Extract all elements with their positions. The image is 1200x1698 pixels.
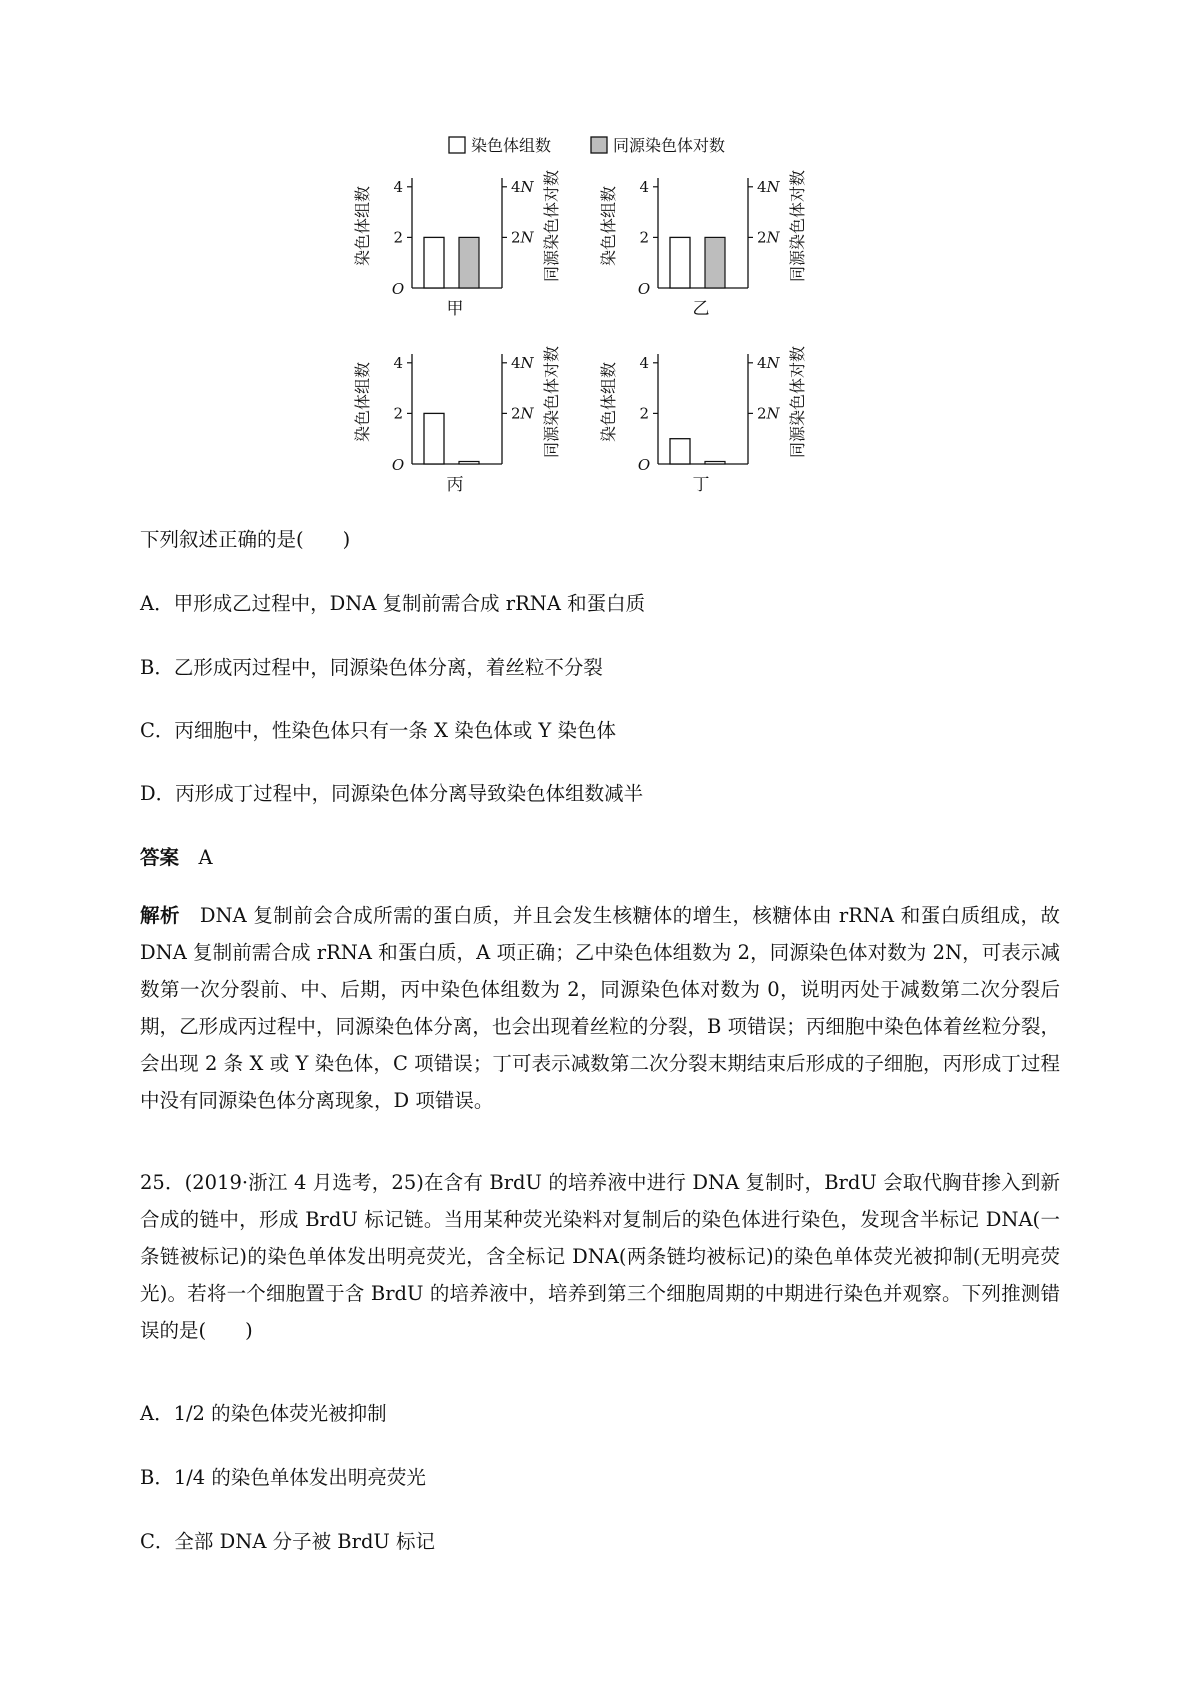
left-tick-label: 2 [393, 404, 403, 423]
left-axis-title: 染色体组数 [353, 361, 372, 443]
left-tick-label: 2 [639, 404, 649, 423]
left-tick-label: 2 [393, 228, 403, 247]
analysis-label: 解析 [140, 904, 180, 927]
option-d: D．丙形成丁过程中，同源染色体分离导致染色体组数减半 [140, 782, 644, 805]
legend-swatch-chromosome-sets [449, 137, 465, 153]
left-tick-label: 4 [393, 177, 403, 196]
q25-option-b: B．1/4 的染色单体发出明亮荧光 [140, 1466, 426, 1489]
legend-label-homologous-pairs: 同源染色体对数 [613, 136, 726, 155]
right-tick-label: 4N [757, 177, 780, 196]
right-axis-title: 同源染色体对数 [542, 169, 561, 283]
origin-label: O [637, 456, 651, 474]
right-axis-title: 同源染色体对数 [542, 345, 561, 459]
bar-chromosome-sets [424, 413, 444, 464]
answer-label: 答案 [140, 846, 180, 869]
right-axis-title: 同源染色体对数 [788, 169, 807, 283]
option-a: A．甲形成乙过程中，DNA 复制前需合成 rRNA 和蛋白质 [140, 592, 646, 615]
right-axis-title: 同源染色体对数 [788, 345, 807, 459]
left-tick-label: 2 [639, 228, 649, 247]
bar-chromosome-sets [670, 439, 690, 464]
q25-option-c: C．全部 DNA 分子被 BrdU 标记 [140, 1530, 436, 1553]
chart-panel-1 [353, 170, 561, 319]
answer-line [140, 842, 213, 870]
panel-title: 丙 [446, 475, 464, 495]
panel-title: 丁 [692, 475, 710, 495]
right-tick-label: 2N [757, 228, 780, 247]
panel-title: 乙 [692, 299, 710, 319]
right-tick-label: 2N [757, 404, 780, 423]
bar-homologous-pairs [705, 462, 725, 465]
left-axis-title: 染色体组数 [599, 185, 618, 267]
origin-label: O [391, 280, 405, 298]
left-tick-label: 4 [639, 177, 649, 196]
left-tick-label: 4 [639, 353, 649, 372]
right-tick-label: 4N [757, 353, 780, 372]
bar-chromosome-sets [670, 237, 690, 288]
origin-label: O [391, 456, 405, 474]
bar-homologous-pairs [459, 237, 479, 288]
option-c: C．丙细胞中，性染色体只有一条 X 染色体或 Y 染色体 [140, 719, 616, 742]
right-tick-label: 2N [511, 228, 534, 247]
right-tick-label: 2N [511, 404, 534, 423]
q25-option-a: A．1/2 的染色体荧光被抑制 [140, 1402, 387, 1425]
right-tick-label: 4N [511, 353, 534, 372]
answer-value: A [198, 846, 213, 869]
left-axis-title: 染色体组数 [599, 361, 618, 443]
origin-label: O [637, 280, 651, 298]
question-25-stem: 25．(2019·浙江 4 月选考，25)在含有 BrdU 的培养液中进行 DNA 复制时，BrdU 会取代胸苷掺入到新合成的链中，形成 BrdU 标记链。当用某种荧光染料对复制后的染色体进行染色，发现含半标记 DNA(一条链被标记)的染色单体发出明亮荧光，含全标记 DNA(两条链均被标记)的染色单体荧光被抑制(无明亮荧光)。若将一个细胞置于含 BrdU 的培养液中，培养到第三个细胞周期的中期进行染色并观察。下列推测错误的是( ) [140, 1171, 1060, 1342]
option-b: B．乙形成丙过程中，同源染色体分离，着丝粒不分裂 [140, 656, 603, 679]
legend-swatch-homologous-pairs [591, 137, 607, 153]
left-axis-title: 染色体组数 [353, 185, 372, 267]
bar-homologous-pairs [705, 237, 725, 288]
question-stem: 下列叙述正确的是( ) [140, 528, 351, 551]
bar-chart-figure [0, 0, 1200, 500]
chart-panel-3 [353, 346, 561, 495]
bar-chromosome-sets [424, 237, 444, 288]
analysis-text: DNA 复制前会合成所需的蛋白质，并且会发生核糖体的增生，核糖体由 rRNA 和蛋白质组成，故 DNA 复制前需合成 rRNA 和蛋白质，A 项正确；乙中染色体组数为 2，同源染色体对数为 2N，可表示减数第一次分裂前、中、后期，丙中染色体组数为 2，同源染色体对数为 0，说明丙处于减数第二次分裂后期，乙形成丙过程中，同源染色体分离，也会出现着丝粒的分裂，B 项错误；丙细胞中染色体着丝粒分裂，会出现 2 条 X 或 Y 染色体，C 项错误；丁可表示减数第二次分裂末期结束后形成的子细胞，丙形成丁过程中没有同源染色体分离现象，D 项错误。 [140, 904, 1060, 1112]
left-tick-label: 4 [393, 353, 403, 372]
analysis-paragraph [140, 897, 1060, 1119]
chart-legend [449, 136, 725, 155]
right-tick-label: 4N [511, 177, 534, 196]
legend-label-chromosome-sets: 染色体组数 [471, 136, 552, 155]
chart-panel-2 [599, 170, 807, 319]
bar-homologous-pairs [459, 462, 479, 465]
panel-title: 甲 [446, 299, 464, 319]
chart-panel-4 [599, 346, 807, 495]
